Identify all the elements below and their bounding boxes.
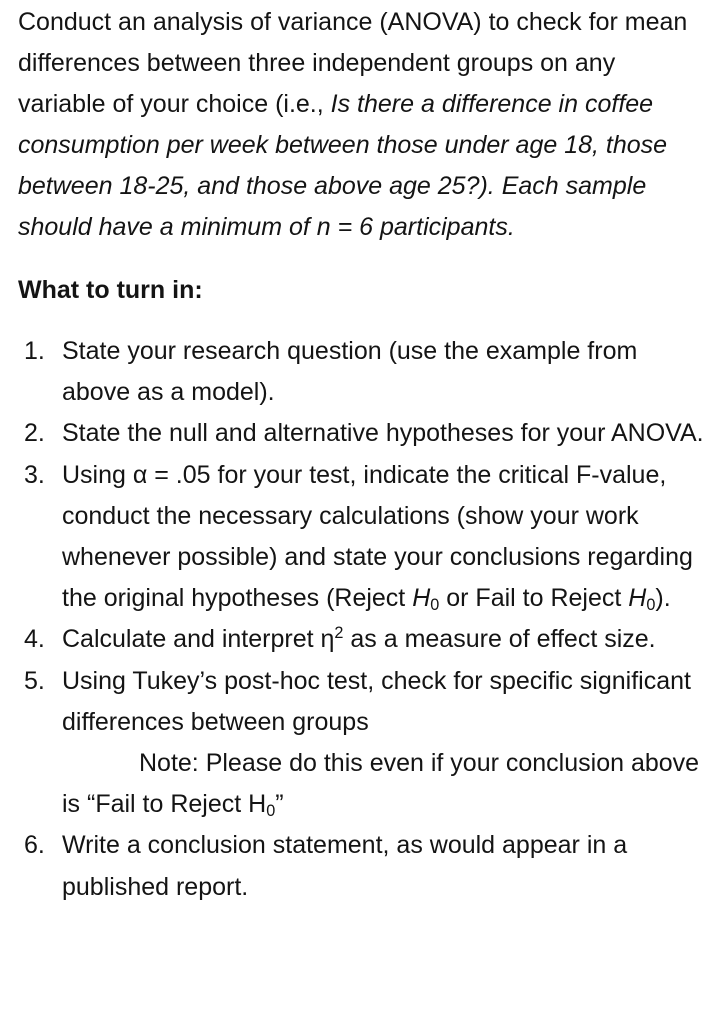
item-text: State your research question (use the example from above as a model).	[62, 337, 638, 407]
null-hypothesis-symbol: H	[628, 584, 647, 613]
list-item	[18, 661, 712, 826]
item-text: Using α = .05 for your test, indicate the critical F-value, conduct the necessary calculations (show your work whenever possible) and state your conclusions regarding the original hypotheses (Reject	[62, 460, 693, 613]
item-text: or Fail to Reject	[439, 584, 629, 613]
item-number: 4.	[24, 625, 45, 654]
item-note	[62, 743, 712, 825]
item-number: 2.	[24, 419, 45, 448]
intro-italic-text: Is there a difference in coffee consumption per week between those under age 18, those between 18-25, and those above age 25?). Each sample should have a minimum of n = 6 participants.	[18, 90, 668, 241]
list-item	[18, 619, 712, 660]
item-text: ).	[655, 584, 671, 613]
section-heading: What to turn in:	[18, 276, 203, 304]
null-hypothesis-symbol: H	[412, 584, 431, 613]
note-text: ”	[275, 790, 284, 819]
item-number: 3.	[24, 460, 45, 489]
item-number: 6.	[24, 831, 45, 860]
list-item	[18, 413, 712, 454]
deliverables-list	[18, 331, 706, 908]
subscript: 0	[430, 596, 440, 615]
item-text: Write a conclusion statement, as would appear in a published report.	[62, 831, 628, 901]
item-number: 5.	[24, 666, 45, 695]
item-text: State the null and alternative hypotheses for your ANOVA.	[62, 419, 704, 448]
item-number: 1.	[24, 337, 45, 365]
subscript: 0	[266, 802, 276, 821]
item-text: Calculate and interpret η	[62, 625, 335, 654]
item-text: as a measure of effect size.	[343, 625, 656, 654]
list-item	[18, 825, 712, 907]
list-item	[18, 455, 712, 620]
note-text: Note: Please do this even if your conclusion above is “Fail to Reject H	[62, 749, 700, 819]
subscript: 0	[646, 596, 656, 615]
list-item	[18, 331, 712, 413]
superscript: 2	[334, 624, 344, 643]
intro-text: Conduct an analysis of variance (ANOVA) to check for mean differences between three independent groups on any variable of your choice (i.e.,	[18, 8, 688, 118]
item-text: Using Tukey’s post-hoc test, check for specific significant differences between groups	[62, 666, 691, 736]
intro-paragraph	[18, 2, 708, 248]
